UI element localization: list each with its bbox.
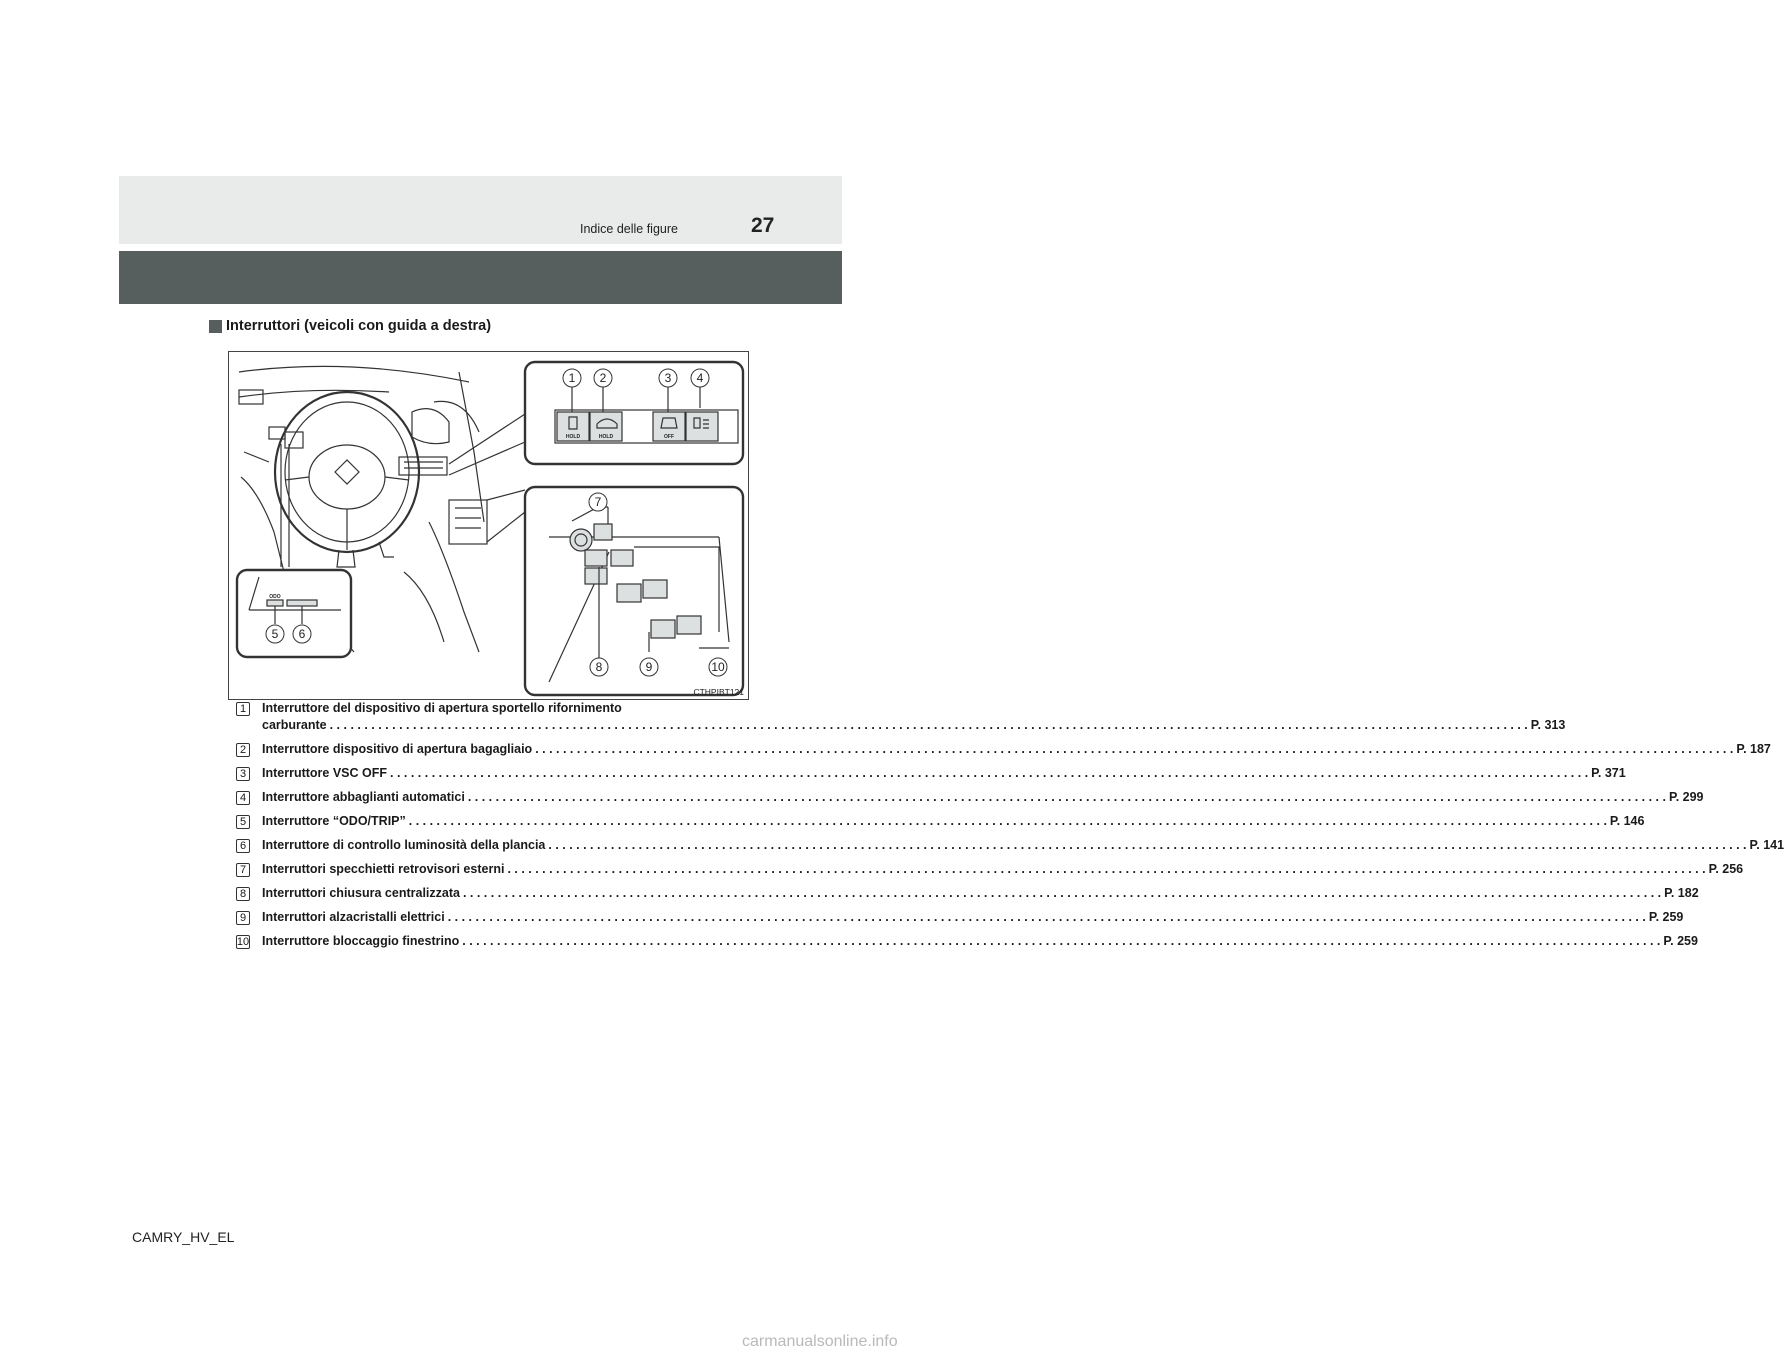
list-item <box>236 933 1698 957</box>
switch-label-hold-2: HOLD <box>598 434 614 440</box>
dot-leader <box>535 741 1733 758</box>
item-page-ref: P. 256 <box>1708 862 1744 876</box>
list-item <box>236 885 1699 909</box>
dot-leader <box>463 885 1661 902</box>
switch-label-hold-1: HOLD <box>565 434 581 440</box>
item-text: Interruttore VSC OFF <box>262 766 388 780</box>
callout-2: 2 <box>599 371 607 385</box>
callout-1: 1 <box>568 371 576 385</box>
item-number: 8 <box>236 887 250 901</box>
dot-leader <box>507 861 1705 878</box>
item-number: 7 <box>236 863 250 877</box>
item-number: 9 <box>236 911 250 925</box>
callout-8: 8 <box>595 660 603 674</box>
header-band <box>119 251 842 304</box>
dot-leader <box>330 717 1528 734</box>
item-page-ref: P. 259 <box>1663 934 1698 948</box>
list-item <box>236 837 1784 861</box>
item-page-ref: P. 146 <box>1609 814 1645 828</box>
item-text: carburante <box>262 718 327 732</box>
item-text: Interruttori chiusura centralizzata <box>262 886 460 900</box>
footer-model: CAMRY_HV_EL <box>132 1229 235 1245</box>
list-item <box>236 741 1771 765</box>
switches-figure <box>228 351 749 700</box>
item-page-ref: P. 141 <box>1749 838 1784 852</box>
item-text: Interruttore bloccaggio finestrino <box>262 934 460 948</box>
item-text-line1: Interruttore del dispositivo di apertura sportello rifornimento <box>262 701 622 715</box>
callout-10: 10 <box>711 660 725 674</box>
section-square-icon <box>209 320 222 333</box>
callout-4: 4 <box>696 371 704 385</box>
legend-list <box>236 700 1784 957</box>
item-number: 4 <box>236 791 250 805</box>
list-item <box>236 861 1744 885</box>
page-number: 27 <box>751 214 775 237</box>
item-text: Interruttore dispositivo di apertura bagagliaio <box>262 742 533 756</box>
section-title: Interruttori (veicoli con guida a destra) <box>226 318 492 334</box>
dot-leader <box>448 909 1646 926</box>
header-section-label: Indice delle figure <box>580 222 678 236</box>
dashboard-illustration <box>229 352 750 701</box>
dot-leader <box>548 837 1746 854</box>
item-text: Interruttore abbaglianti automatici <box>262 790 465 804</box>
item-page-ref: P. 299 <box>1668 790 1704 804</box>
figure-code: CTHPIBT121 <box>693 687 744 697</box>
item-number: 3 <box>236 767 250 781</box>
dot-leader <box>409 813 1607 830</box>
callout-7: 7 <box>594 495 602 509</box>
callout-5: 5 <box>271 627 279 641</box>
list-item <box>236 813 1645 837</box>
list-item <box>236 789 1704 813</box>
dot-leader <box>390 765 1588 782</box>
item-number: 5 <box>236 815 250 829</box>
item-text: Interruttore di controllo luminosità della plancia <box>262 838 546 852</box>
item-page-ref: P. 259 <box>1648 910 1684 924</box>
item-number: 2 <box>236 743 250 757</box>
item-page-ref: P. 371 <box>1591 766 1626 780</box>
header-bar <box>119 176 842 244</box>
dot-leader <box>462 933 1660 950</box>
list-item <box>236 765 1626 789</box>
item-number: 6 <box>236 839 250 853</box>
item-text: Interruttori specchietti retrovisori esterni <box>262 862 505 876</box>
callout-3: 3 <box>664 371 672 385</box>
switch-label-off: OFF <box>664 434 674 440</box>
list-item <box>236 700 1566 741</box>
section-heading <box>209 318 491 334</box>
callout-9: 9 <box>645 660 653 674</box>
list-item <box>236 909 1684 933</box>
dot-leader <box>468 789 1666 806</box>
item-number: 10 <box>236 935 250 948</box>
item-page-ref: P. 182 <box>1664 886 1699 900</box>
switch-label-odo: ODO <box>269 594 281 600</box>
callout-6: 6 <box>298 627 306 641</box>
item-text: Interruttori alzacristalli elettrici <box>262 910 445 924</box>
item-page-ref: P. 187 <box>1736 742 1771 756</box>
watermark[interactable]: carmanualsonline.info <box>742 1333 898 1350</box>
item-number: 1 <box>236 702 250 716</box>
item-text: Interruttore “ODO/TRIP” <box>262 814 406 828</box>
item-page-ref: P. 313 <box>1530 718 1566 732</box>
